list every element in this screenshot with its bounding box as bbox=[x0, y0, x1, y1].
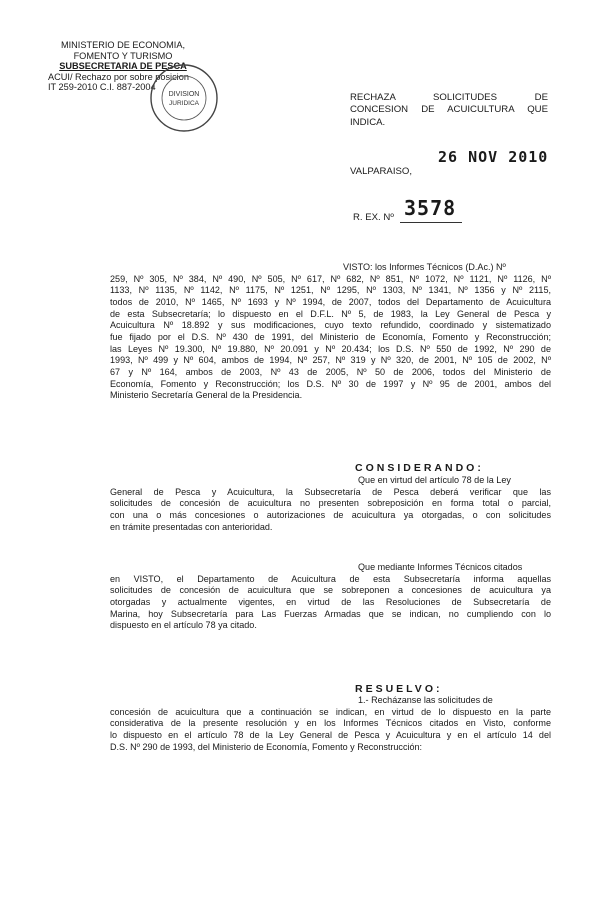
subject-line: RECHAZA SOLICITUDES DE bbox=[350, 92, 548, 103]
considerando-1-line: con una o más concesiones o autorizaciones de acuicultura ya otorgadas, o con solicitudes bbox=[110, 509, 551, 520]
considerando-2-line: otorgadas y actualmente vigentes, en virtud de las Resoluciones de Subsecretaría de bbox=[110, 596, 551, 607]
reference-line-2: IT 259-2010 C.I. 887-2004 bbox=[48, 82, 156, 93]
resuelvo-paragraph-1 bbox=[110, 695, 551, 753]
subject-line: CONCESION DE ACUICULTURA QUE bbox=[350, 104, 548, 116]
visto-line: 259, Nº 305, Nº 384, Nº 490, Nº 505, Nº 617, Nº 682, Nº 851, Nº 1072, Nº 1121, Nº 1126, Nº bbox=[110, 273, 551, 284]
visto-line: 1133, Nº 1135, Nº 1142, Nº 1175, Nº 1251, Nº 1295, Nº 1303, Nº 1341, Nº 1356 y Nº 2115, bbox=[110, 285, 551, 296]
considerando-1-line: Que en virtud del artículo 78 de la Ley bbox=[358, 475, 511, 485]
considerando-paragraph-1 bbox=[110, 475, 551, 533]
considerando-2-line: Que mediante Informes Técnicos citados bbox=[358, 562, 523, 572]
visto-line: fue fijado por el D.S. Nº 430 de 1991, del Ministerio de Economía, Fomento y Reconstrucción; bbox=[110, 331, 551, 342]
considerando-2-line: en VISTO, el Departamento de Acuicultura de esta Subsecretaría informa aquellas bbox=[110, 573, 551, 584]
date-stamp: 26 NOV 2010 bbox=[438, 148, 549, 166]
considerando-1-line: General de Pesca y Acuicultura, la Subsecretaría de Pesca deberá verificar que las bbox=[110, 486, 551, 497]
visto-line: Acuicultura Nº 18.892 y sus modificaciones, cuyo texto refundido, coordinado y sistematizado bbox=[110, 320, 551, 331]
subject-line: INDICA. bbox=[350, 116, 386, 128]
undersecretariat-name: SUBSECRETARIA DE PESCA bbox=[59, 61, 187, 72]
visto-line: todos de 2010, Nº 1465, Nº 1693 y Nº 1994, de 2007, todos del Departamento de Acuicultura bbox=[110, 296, 551, 307]
resolution-number: 3578 bbox=[404, 196, 457, 220]
visto-line: VISTO: los Informes Técnicos (D.Ac.) Nº bbox=[343, 262, 506, 272]
ministry-line-2: FOMENTO Y TURISMO bbox=[73, 50, 173, 61]
considerando-2-line: Marina, hoy Subsecretaría para Las Fuerzas Armadas que se indican, no cumpliendo con lo bbox=[110, 608, 551, 619]
resuelvo-1-line: concesión de acuicultura que a continuación se indican, en virtud de lo dispuesto en la parte bbox=[110, 706, 551, 717]
considerando-2-line: dispuesto en el artículo 78 ya citado. bbox=[110, 620, 257, 631]
resuelvo-1-line: 1.- Recházanse las solicitudes de bbox=[358, 695, 493, 705]
document-subject bbox=[350, 92, 548, 129]
city-label: VALPARAISO, bbox=[350, 166, 413, 177]
resolution-label: R. EX. Nº bbox=[353, 212, 394, 223]
considerando-1-line: solicitudes de concesión de acuicultura no presenten sobreposición en forma total o parcial, bbox=[110, 498, 551, 509]
reference-line-1: ACUI/ Rechazo por sobre posicion bbox=[48, 71, 189, 82]
division-juridica-stamp bbox=[148, 62, 220, 134]
resuelvo-1-line: lo dispuesto en el artículo 78 de la Ley General de Pesca y Acuicultura y en el artículo 14 del bbox=[110, 729, 551, 740]
ministry-line-1: MINISTERIO DE ECONOMIA, bbox=[60, 40, 186, 50]
considerando-paragraph-2 bbox=[110, 562, 551, 632]
resolution-underline bbox=[400, 222, 462, 223]
visto-line: de esta Subsecretaría; lo dispuesto en el D.F.L. Nº 5, de 1983, la Ley General de Pesca y bbox=[110, 308, 551, 319]
stamp-line-1: DIVISION bbox=[168, 91, 200, 98]
visto-line: 67 y Nº 164, ambos de 2003, Nº 43 de 2005, Nº 50 de 2006, todos del Ministerio de bbox=[110, 366, 551, 377]
visto-line: Ministerio Secretaría General de la Presidencia. bbox=[110, 390, 303, 401]
considerando-1-line: en trámite presentadas con anterioridad. bbox=[110, 521, 273, 532]
visto-paragraph bbox=[110, 262, 551, 402]
visto-line: Economía, Fomento y Reconstrucción; los D.S. Nº 30 de 1997 y Nº 95 de 2001, ambos del bbox=[110, 378, 551, 389]
considerando-heading: CONSIDERANDO: bbox=[355, 462, 484, 474]
visto-line: las Leyes Nº 19.300, Nº 19.880, Nº 20.091 y Nº 20.434; los D.S. Nº 550 de 1992, Nº 290 de bbox=[110, 343, 551, 354]
considerando-2-line: solicitudes de concesión de acuicultura que se sobreponen a concesiones de acuicultura ya bbox=[110, 585, 551, 596]
resuelvo-1-line: D.S. Nº 290 de 1993, del Ministerio de Economía, Fomento y Reconstrucción: bbox=[110, 741, 423, 752]
resuelvo-1-line: considerativa de la presente resolución y en los Informes Técnicos citados en Visto, conforme bbox=[110, 718, 551, 729]
resuelvo-heading: RESUELVO: bbox=[355, 683, 443, 695]
stamp-line-2: JURIDICA bbox=[169, 100, 199, 107]
visto-line: 1993, Nº 499 y Nº 604, ambos de 1994, Nº 257, Nº 319 y Nº 320, de 2001, Nº 105 de 2002, Nº bbox=[110, 355, 551, 366]
